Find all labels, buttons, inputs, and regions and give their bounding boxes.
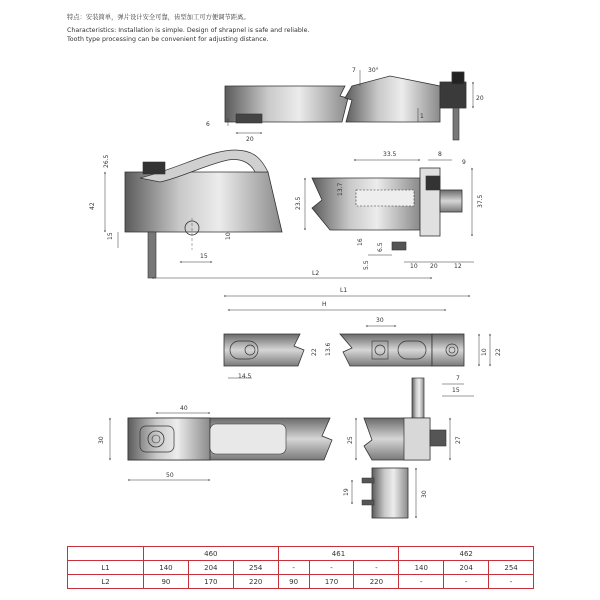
dim-label: 6.5	[377, 242, 384, 252]
header-english-line-1: Characteristics: Installation is simple. Design of shrapnel is safe and reliable.	[67, 27, 310, 34]
dim-label: 16	[357, 238, 364, 246]
dim-label: 19	[343, 488, 350, 496]
view-section-right	[295, 151, 484, 270]
table-header-row	[68, 547, 534, 561]
dim-label: 14.5	[238, 373, 252, 380]
dim-label: 10	[225, 232, 232, 240]
table-cell: 140	[144, 561, 189, 575]
spec-table	[67, 546, 534, 589]
dim-label: 12	[454, 263, 462, 270]
table-corner-cell	[68, 547, 144, 561]
dim-label: 15	[200, 253, 208, 260]
dim-label: 33.5	[383, 151, 397, 158]
dim-label: 13.7	[337, 182, 344, 196]
view-plan-assembly	[224, 287, 502, 396]
table-cell: 220	[354, 575, 399, 589]
dim-label: 23.5	[295, 196, 302, 210]
dim-label: 37.5	[477, 194, 484, 208]
dim-label: 10	[410, 263, 418, 270]
table-cell: 140	[399, 561, 444, 575]
dim-label: 30	[98, 436, 105, 444]
dim-label: 40	[180, 405, 188, 412]
dim-label: 22	[495, 348, 502, 356]
view-bottom-left	[98, 405, 332, 480]
header-chinese: 特点：安装简单，弹片设计安全可靠，齿型加工可方便调节距离。	[67, 14, 250, 21]
dim-label: 26.5	[103, 154, 110, 168]
table-model-header: 461	[278, 547, 399, 561]
dim-label: 5.5	[363, 260, 370, 270]
dim-label: 1	[420, 113, 424, 120]
table-cell: -	[399, 575, 444, 589]
dim-label: 15	[107, 232, 114, 240]
dim-label: 30	[421, 490, 428, 498]
table-cell: -	[444, 575, 489, 589]
dim-label: L1	[340, 287, 348, 294]
table-cell: -	[309, 561, 354, 575]
table-cell: 170	[188, 575, 233, 589]
view-top-side	[206, 67, 484, 143]
table-cell: -	[354, 561, 399, 575]
dim-label: L2	[312, 270, 320, 277]
dim-label: 30	[376, 317, 384, 324]
dim-label: 30°	[368, 67, 379, 74]
dim-label: 7	[352, 67, 356, 74]
table-cell: -	[278, 561, 309, 575]
dim-label: 6	[206, 121, 210, 128]
view-bracket-small	[343, 468, 428, 518]
table-cell: 90	[278, 575, 309, 589]
dim-label: 42	[89, 202, 96, 210]
dim-label: 25	[347, 436, 354, 444]
dim-label: 13.6	[325, 342, 332, 356]
table-cell: 204	[188, 561, 233, 575]
dim-label: 22	[311, 348, 318, 356]
view-bottom-right	[347, 378, 462, 460]
header-english-line-2: Tooth type processing can be convenient for adjusting distance.	[67, 36, 269, 43]
dim-label: 9	[462, 159, 466, 166]
table-model-header: 460	[144, 547, 279, 561]
dim-label: 27	[455, 436, 462, 444]
table-row-label: L1	[68, 561, 144, 575]
table-model-header: 462	[399, 547, 534, 561]
dim-label: 10	[481, 348, 488, 356]
dim-label: 15	[452, 387, 460, 394]
dim-label: 7	[456, 375, 460, 382]
table-cell: 254	[233, 561, 278, 575]
table-cell: 254	[489, 561, 534, 575]
dim-label: H	[322, 301, 327, 308]
table-cell: 220	[233, 575, 278, 589]
table-cell: -	[489, 575, 534, 589]
table-cell: 170	[309, 575, 354, 589]
table-cell: 204	[444, 561, 489, 575]
dim-label: 8	[438, 151, 442, 158]
table-row	[68, 561, 534, 575]
dim-label: 20	[246, 136, 254, 143]
dim-label: 20	[430, 263, 438, 270]
table-row	[68, 575, 534, 589]
table-row-label: L2	[68, 575, 144, 589]
dim-label: 20	[476, 95, 484, 102]
dim-label: 50	[166, 472, 174, 479]
table-cell: 90	[144, 575, 189, 589]
